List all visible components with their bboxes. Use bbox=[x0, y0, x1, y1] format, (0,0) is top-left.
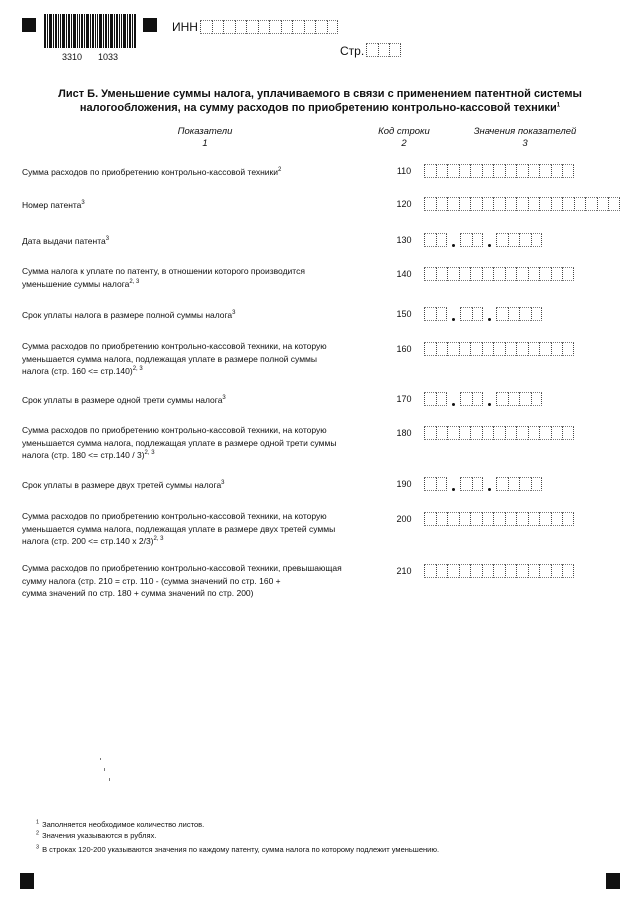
row-label-210 bbox=[22, 562, 384, 600]
row-label-line: Сумма расходов по приобретению контрольно-кассовой техники, на которую bbox=[22, 341, 327, 351]
date-field-190-part-2[interactable] bbox=[460, 477, 483, 491]
input-cell[interactable] bbox=[459, 426, 471, 440]
input-cell[interactable] bbox=[424, 342, 436, 356]
row-label-line: уменьшение суммы налога bbox=[22, 278, 130, 289]
row-label-140 bbox=[22, 265, 384, 290]
input-cell[interactable] bbox=[508, 477, 520, 491]
input-cell[interactable] bbox=[424, 512, 436, 526]
input-cell[interactable] bbox=[505, 267, 517, 281]
input-cell[interactable] bbox=[424, 197, 436, 211]
footnote-text: В строках 120-200 указываются значения по каждому патенту, сумма налога по которому подлежит уменьшению. bbox=[42, 845, 440, 854]
input-cell[interactable] bbox=[482, 164, 494, 178]
input-cell[interactable] bbox=[562, 512, 574, 526]
row-footnote-ref: 3 bbox=[222, 395, 226, 402]
input-cell[interactable] bbox=[531, 392, 543, 406]
row-footnote-ref: 2 bbox=[278, 167, 282, 174]
date-separator-dot bbox=[488, 403, 491, 406]
row-label-110 bbox=[22, 166, 384, 179]
input-cell[interactable] bbox=[519, 477, 531, 491]
input-cell[interactable] bbox=[496, 233, 508, 247]
input-cell[interactable] bbox=[436, 512, 448, 526]
barcode-number-right: 1033 bbox=[98, 52, 119, 62]
column-header-values bbox=[462, 126, 588, 150]
input-cell[interactable] bbox=[460, 307, 472, 321]
input-cell[interactable] bbox=[447, 267, 459, 281]
input-cell[interactable] bbox=[482, 267, 494, 281]
input-cell[interactable] bbox=[551, 564, 563, 578]
input-cell[interactable] bbox=[470, 164, 482, 178]
input-cell[interactable] bbox=[470, 426, 482, 440]
input-cell[interactable] bbox=[424, 233, 436, 247]
row-footnote-ref: 3 bbox=[105, 236, 110, 243]
row-label-line: Сумма расходов по приобретению контрольно-кассовой техники, превышающая bbox=[22, 563, 342, 573]
value-field-140[interactable] bbox=[424, 267, 574, 281]
input-cell[interactable] bbox=[551, 342, 563, 356]
row-code-140: 140 bbox=[396, 269, 412, 279]
value-field-180[interactable] bbox=[424, 426, 574, 440]
date-field-130-part-2[interactable] bbox=[460, 233, 483, 247]
input-cell[interactable] bbox=[424, 267, 436, 281]
value-field-120[interactable] bbox=[424, 197, 620, 211]
input-cell[interactable] bbox=[315, 20, 327, 34]
input-cell[interactable] bbox=[516, 342, 528, 356]
input-cell[interactable] bbox=[562, 197, 574, 211]
input-cell[interactable] bbox=[436, 392, 448, 406]
row-label-line: налога (стр. 200 <= стр.140 х 2/3) bbox=[22, 536, 154, 546]
row-footnote-ref: 2, 3 bbox=[153, 536, 164, 543]
input-cell[interactable] bbox=[200, 20, 212, 34]
date-field-170-part-1[interactable] bbox=[424, 392, 447, 406]
date-field-170-part-3[interactable] bbox=[496, 392, 542, 406]
input-cell[interactable] bbox=[269, 20, 281, 34]
input-cell[interactable] bbox=[551, 426, 563, 440]
row-label-120 bbox=[22, 199, 384, 212]
row-label-line: налога (стр. 160 <= стр.140) bbox=[22, 366, 133, 376]
input-cell[interactable] bbox=[470, 564, 482, 578]
input-cell[interactable] bbox=[508, 307, 520, 321]
column-header-values-number: 3 bbox=[522, 138, 528, 149]
input-cell[interactable] bbox=[447, 342, 459, 356]
input-cell[interactable] bbox=[551, 512, 563, 526]
footnote-number: 3 bbox=[36, 844, 40, 851]
input-cell[interactable] bbox=[539, 426, 551, 440]
input-cell[interactable] bbox=[460, 392, 472, 406]
input-cell[interactable] bbox=[459, 342, 471, 356]
input-cell[interactable] bbox=[470, 267, 482, 281]
input-cell[interactable] bbox=[460, 477, 472, 491]
input-cell[interactable] bbox=[562, 267, 574, 281]
input-cell[interactable] bbox=[493, 426, 505, 440]
input-cell[interactable] bbox=[505, 512, 517, 526]
input-cell[interactable] bbox=[496, 307, 508, 321]
footnote-text: Значения указываются в рублях. bbox=[42, 831, 157, 840]
input-cell[interactable] bbox=[508, 233, 520, 247]
input-cell[interactable] bbox=[516, 426, 528, 440]
row-label-160 bbox=[22, 340, 384, 378]
input-cell[interactable] bbox=[223, 20, 235, 34]
footnote-2 bbox=[36, 831, 156, 841]
row-label-130 bbox=[22, 235, 384, 248]
row-footnote-ref: 3 bbox=[221, 480, 225, 487]
page-number-field[interactable] bbox=[366, 43, 401, 57]
sheet-title bbox=[40, 87, 600, 115]
input-cell[interactable] bbox=[539, 197, 551, 211]
input-cell[interactable] bbox=[436, 197, 448, 211]
alignment-marker-top-right bbox=[143, 18, 157, 32]
row-label-line: Сумма расходов по приобретению контрольно-кассовой техники bbox=[22, 167, 279, 177]
scan-mark bbox=[104, 768, 105, 771]
date-field-130-part-3[interactable] bbox=[496, 233, 542, 247]
input-cell[interactable] bbox=[574, 197, 586, 211]
input-cell[interactable] bbox=[516, 197, 528, 211]
date-separator-dot bbox=[452, 318, 455, 321]
column-header-indicators bbox=[140, 126, 270, 150]
column-header-line-code bbox=[372, 126, 436, 150]
input-cell[interactable] bbox=[424, 564, 436, 578]
alignment-marker-top-left bbox=[22, 18, 36, 32]
value-field-200[interactable] bbox=[424, 512, 574, 526]
input-cell[interactable] bbox=[470, 342, 482, 356]
input-cell[interactable] bbox=[528, 342, 540, 356]
input-cell[interactable] bbox=[551, 164, 563, 178]
input-cell[interactable] bbox=[472, 307, 484, 321]
alignment-marker-bottom-right bbox=[606, 873, 620, 889]
input-cell[interactable] bbox=[472, 477, 484, 491]
input-cell[interactable] bbox=[516, 512, 528, 526]
input-cell[interactable] bbox=[447, 512, 459, 526]
row-code-190: 190 bbox=[396, 479, 412, 489]
input-cell[interactable] bbox=[505, 426, 517, 440]
input-cell[interactable] bbox=[292, 20, 304, 34]
input-cell[interactable] bbox=[327, 20, 339, 34]
input-cell[interactable] bbox=[482, 197, 494, 211]
input-cell[interactable] bbox=[551, 267, 563, 281]
sheet-title-line-2: налогообложения, на сумму расходов по приобретению контрольно-кассовой техники bbox=[79, 102, 557, 114]
input-cell[interactable] bbox=[493, 342, 505, 356]
input-cell[interactable] bbox=[246, 20, 258, 34]
footnote-3 bbox=[36, 845, 439, 855]
input-cell[interactable] bbox=[459, 164, 471, 178]
input-cell[interactable] bbox=[562, 342, 574, 356]
input-cell[interactable] bbox=[493, 267, 505, 281]
input-cell[interactable] bbox=[539, 512, 551, 526]
input-cell[interactable] bbox=[528, 564, 540, 578]
row-label-line: уменьшается сумма налога, подлежащая уплате в размере полной суммы bbox=[22, 353, 317, 364]
input-cell[interactable] bbox=[470, 512, 482, 526]
input-cell[interactable] bbox=[505, 564, 517, 578]
input-cell[interactable] bbox=[436, 477, 448, 491]
input-cell[interactable] bbox=[562, 164, 574, 178]
input-cell[interactable] bbox=[482, 342, 494, 356]
row-footnote-ref: 3 bbox=[232, 310, 236, 317]
input-cell[interactable] bbox=[482, 426, 494, 440]
input-cell[interactable] bbox=[378, 43, 390, 57]
row-label-180 bbox=[22, 424, 384, 462]
row-code-200: 200 bbox=[396, 514, 412, 524]
input-cell[interactable] bbox=[531, 307, 543, 321]
row-code-160: 160 bbox=[396, 344, 412, 354]
column-header-indicators-number: 1 bbox=[202, 138, 208, 149]
input-cell[interactable] bbox=[516, 164, 528, 178]
input-cell[interactable] bbox=[608, 197, 620, 211]
input-cell[interactable] bbox=[585, 197, 597, 211]
input-cell[interactable] bbox=[539, 267, 551, 281]
row-footnote-ref: 2, 3 bbox=[129, 278, 140, 285]
input-cell[interactable] bbox=[436, 307, 448, 321]
input-cell[interactable] bbox=[519, 307, 531, 321]
input-cell[interactable] bbox=[528, 197, 540, 211]
input-cell[interactable] bbox=[258, 20, 270, 34]
input-cell[interactable] bbox=[493, 564, 505, 578]
footnote-text: Заполняется необходимое количество листов. bbox=[42, 820, 205, 829]
input-cell[interactable] bbox=[505, 164, 517, 178]
input-cell[interactable] bbox=[389, 43, 401, 57]
input-cell[interactable] bbox=[528, 426, 540, 440]
input-cell[interactable] bbox=[493, 197, 505, 211]
column-header-line-code-label: Код строки bbox=[378, 126, 430, 137]
row-code-130: 130 bbox=[396, 235, 412, 245]
input-cell[interactable] bbox=[531, 233, 543, 247]
input-cell[interactable] bbox=[424, 426, 436, 440]
row-label-170 bbox=[22, 394, 384, 407]
input-cell[interactable] bbox=[472, 233, 484, 247]
input-cell[interactable] bbox=[424, 307, 436, 321]
row-footnote-ref: 3 bbox=[81, 200, 85, 207]
inn-field[interactable] bbox=[200, 20, 338, 34]
row-code-110: 110 bbox=[396, 166, 412, 176]
date-separator-dot bbox=[452, 488, 455, 491]
row-code-150: 150 bbox=[396, 309, 412, 319]
date-field-150-part-2[interactable] bbox=[460, 307, 483, 321]
date-field-170-part-2[interactable] bbox=[460, 392, 483, 406]
row-label-line: Номер патента bbox=[22, 200, 82, 210]
row-label-line: сумму налога (стр. 210 = стр. 110 - (сумма значений по стр. 160 + bbox=[22, 575, 281, 586]
alignment-marker-bottom-left bbox=[20, 873, 34, 889]
date-field-150-part-3[interactable] bbox=[496, 307, 542, 321]
input-cell[interactable] bbox=[482, 564, 494, 578]
input-cell[interactable] bbox=[459, 267, 471, 281]
input-cell[interactable] bbox=[531, 477, 543, 491]
date-field-190-part-3[interactable] bbox=[496, 477, 542, 491]
date-field-130-part-1[interactable] bbox=[424, 233, 447, 247]
input-cell[interactable] bbox=[424, 392, 436, 406]
input-cell[interactable] bbox=[212, 20, 224, 34]
input-cell[interactable] bbox=[528, 512, 540, 526]
input-cell[interactable] bbox=[519, 233, 531, 247]
sheet-title-line-1: Лист Б. Уменьшение суммы налога, уплачиваемого в связи с применением патентной системы bbox=[58, 88, 582, 100]
date-field-190-part-1[interactable] bbox=[424, 477, 447, 491]
row-code-180: 180 bbox=[396, 428, 412, 438]
input-cell[interactable] bbox=[528, 267, 540, 281]
input-cell[interactable] bbox=[460, 233, 472, 247]
input-cell[interactable] bbox=[539, 342, 551, 356]
row-label-line: Срок уплаты налога в размере полной суммы налога bbox=[22, 310, 233, 320]
footnote-number: 2 bbox=[36, 830, 40, 837]
input-cell[interactable] bbox=[436, 164, 448, 178]
input-cell[interactable] bbox=[505, 197, 517, 211]
input-cell[interactable] bbox=[493, 512, 505, 526]
row-footnote-ref: 2, 3 bbox=[144, 450, 155, 457]
input-cell[interactable] bbox=[447, 197, 459, 211]
input-cell[interactable] bbox=[436, 342, 448, 356]
input-cell[interactable] bbox=[459, 512, 471, 526]
input-cell[interactable] bbox=[496, 477, 508, 491]
input-cell[interactable] bbox=[436, 426, 448, 440]
input-cell[interactable] bbox=[470, 197, 482, 211]
column-header-indicators-label: Показатели bbox=[177, 126, 233, 137]
input-cell[interactable] bbox=[539, 564, 551, 578]
input-cell[interactable] bbox=[493, 164, 505, 178]
input-cell[interactable] bbox=[539, 164, 551, 178]
row-code-210: 210 bbox=[396, 566, 412, 576]
input-cell[interactable] bbox=[516, 267, 528, 281]
inn-label: ИНН bbox=[172, 20, 198, 34]
row-label-line: сумма значений по стр. 180 + сумма значений по стр. 200) bbox=[22, 588, 254, 598]
sheet-title-footnote-ref: 1 bbox=[556, 102, 561, 109]
input-cell[interactable] bbox=[551, 197, 563, 211]
input-cell[interactable] bbox=[597, 197, 609, 211]
input-cell[interactable] bbox=[505, 342, 517, 356]
row-label-line: Срок уплаты в размере одной трети суммы налога bbox=[22, 395, 223, 405]
date-separator-dot bbox=[452, 244, 455, 247]
input-cell[interactable] bbox=[508, 392, 520, 406]
value-field-110[interactable] bbox=[424, 164, 574, 178]
row-label-line: налога (стр. 180 <= стр.140 / 3) bbox=[22, 450, 145, 460]
row-code-170: 170 bbox=[396, 394, 412, 404]
input-cell[interactable] bbox=[562, 426, 574, 440]
input-cell[interactable] bbox=[436, 564, 448, 578]
row-label-line: Сумма расходов по приобретению контрольно-кассовой техники, на которую bbox=[22, 511, 327, 521]
row-label-190 bbox=[22, 479, 384, 492]
row-footnote-ref: 2, 3 bbox=[132, 366, 143, 373]
input-cell[interactable] bbox=[424, 164, 436, 178]
barcode bbox=[44, 14, 136, 48]
date-separator-dot bbox=[488, 488, 491, 491]
input-cell[interactable] bbox=[447, 564, 459, 578]
row-label-line: уменьшается сумма налога, подлежащая уплате в размере одной трети суммы bbox=[22, 437, 337, 448]
input-cell[interactable] bbox=[482, 512, 494, 526]
row-label-line: Срок уплаты в размере двух третей суммы налога bbox=[22, 480, 222, 490]
page-label: Стр. bbox=[340, 44, 365, 58]
input-cell[interactable] bbox=[496, 392, 508, 406]
scan-mark bbox=[109, 778, 110, 781]
row-label-line: Дата выдачи патента bbox=[22, 236, 106, 246]
footnote-1 bbox=[36, 820, 204, 830]
input-cell[interactable] bbox=[516, 564, 528, 578]
input-cell[interactable] bbox=[436, 233, 448, 247]
row-code-120: 120 bbox=[396, 199, 412, 209]
input-cell[interactable] bbox=[562, 564, 574, 578]
input-cell[interactable] bbox=[447, 426, 459, 440]
footnote-number: 1 bbox=[36, 819, 40, 826]
input-cell[interactable] bbox=[366, 43, 378, 57]
barcode-number-left: 3310 bbox=[62, 52, 83, 62]
date-separator-dot bbox=[452, 403, 455, 406]
input-cell[interactable] bbox=[459, 564, 471, 578]
row-label-200 bbox=[22, 510, 384, 548]
input-cell[interactable] bbox=[281, 20, 293, 34]
input-cell[interactable] bbox=[436, 267, 448, 281]
column-header-values-label: Значения показателей bbox=[473, 126, 577, 137]
date-separator-dot bbox=[488, 318, 491, 321]
input-cell[interactable] bbox=[447, 164, 459, 178]
value-field-210[interactable] bbox=[424, 564, 574, 578]
input-cell[interactable] bbox=[424, 477, 436, 491]
date-separator-dot bbox=[488, 244, 491, 247]
scan-mark bbox=[100, 758, 101, 760]
value-field-160[interactable] bbox=[424, 342, 574, 356]
input-cell[interactable] bbox=[528, 164, 540, 178]
column-header-line-code-number: 2 bbox=[401, 138, 407, 149]
input-cell[interactable] bbox=[519, 392, 531, 406]
input-cell[interactable] bbox=[459, 197, 471, 211]
input-cell[interactable] bbox=[472, 392, 484, 406]
row-label-150 bbox=[22, 309, 384, 322]
input-cell[interactable] bbox=[304, 20, 316, 34]
row-label-line: Сумма налога к уплате по патенту, в отношении которого производится bbox=[22, 266, 305, 276]
input-cell[interactable] bbox=[235, 20, 247, 34]
row-label-line: уменьшается сумма налога, подлежащая уплате в размере двух третей суммы bbox=[22, 523, 336, 534]
date-field-150-part-1[interactable] bbox=[424, 307, 447, 321]
row-label-line: Сумма расходов по приобретению контрольно-кассовой техники, на которую bbox=[22, 425, 327, 435]
